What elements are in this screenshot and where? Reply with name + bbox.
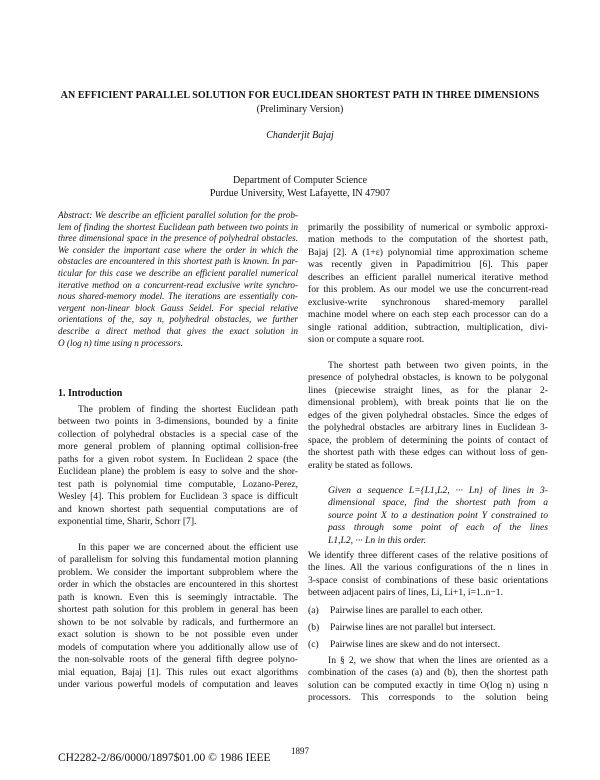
right-paragraph-2 bbox=[308, 360, 548, 472]
text-line: shortest path solution for this problem in general has been bbox=[58, 604, 298, 616]
text-line: combination of the cases (a) and (b), then the shortest path bbox=[308, 667, 548, 679]
paper-subtitle: (Preliminary Version) bbox=[256, 104, 344, 115]
author-affiliation: Purdue University, West Lafayette, IN 47907 bbox=[209, 188, 391, 199]
case-label: (b) bbox=[308, 622, 320, 633]
text-line: path is known. Even this is seemingly intractable. The bbox=[58, 591, 298, 603]
text-line: Abstract: We describe an efficient parallel solution for the prob- bbox=[58, 210, 298, 220]
text-line: describes an efficient parallel numerical iterative method bbox=[308, 271, 548, 283]
text-line: presence of polyhedral obstacles, is known to be polygonal bbox=[308, 372, 548, 384]
text-line: the shortest path with these edges can without loss of gen- bbox=[308, 447, 548, 459]
text-line: L1,L2, ··· Ln in this order. bbox=[328, 534, 427, 546]
text-line: sion or compute a square root. bbox=[308, 334, 425, 346]
text-line: more general problem of planning optimal collision-free bbox=[58, 441, 298, 453]
text-line: The shortest path between two given points, in the bbox=[328, 360, 548, 371]
text-line: paths for a given robot system. In Euclidean 2 space (the bbox=[58, 453, 298, 465]
text-line: the non-solvable roots of the general fifth degree polyno- bbox=[58, 654, 298, 666]
text-line: 3-space consist of combinations of these basic orientations bbox=[308, 574, 548, 586]
text-line: under various powerful models of computation and leaves bbox=[58, 678, 298, 690]
text-line: We identify three different cases of the relative positions of bbox=[308, 550, 548, 561]
text-line: three dimensional space in the presence of polyhedral obstacles. bbox=[58, 233, 298, 244]
text-line: between two points in 3-dimensions, bounded by a finite bbox=[58, 416, 298, 428]
section-heading-introduction: 1. Introduction bbox=[58, 388, 123, 399]
case-label: (a) bbox=[308, 605, 319, 616]
text-line: space, the problem of determining the points of contact of bbox=[308, 434, 548, 446]
text-line: exclusive-write synchronous shared-memory parallel bbox=[308, 296, 548, 308]
text-line: lines (piecewise straight lines, as for the planar 2- bbox=[308, 384, 548, 396]
text-line: O (log n) time using n processors. bbox=[58, 337, 183, 348]
text-line: collection of polyhedral obstacles is a special case of the bbox=[58, 428, 298, 440]
text-line: models of computation where you additionally allow use of bbox=[58, 641, 298, 653]
page-number: 1897 bbox=[291, 746, 309, 756]
text-line: the lines. All the various configurations of the n lines in bbox=[308, 562, 548, 574]
text-line: single rational addition, subtraction, multiplication, divi- bbox=[308, 321, 548, 333]
case-text: Pairwise lines are not parallel but intersect. bbox=[330, 622, 496, 633]
text-line: between adjacent pairs of lines, Li, Li+1, i=1..n−1. bbox=[308, 587, 503, 599]
copyright-line: CH2282-2/86/0000/1897$01.00 © 1986 IEEE bbox=[58, 752, 271, 764]
text-line: Euclidean plane) the problem is easy to solve and the shor- bbox=[58, 466, 298, 478]
intro-paragraph-2 bbox=[58, 542, 298, 691]
case-text: Pairwise lines are parallel to each other. bbox=[330, 605, 483, 616]
text-line: for this problem. As our model we use the concurrent-read bbox=[308, 284, 548, 296]
text-line: pass through some point of each of the lines bbox=[328, 522, 548, 534]
text-line: Wesley [4]. This problem for Euclidean 3 space is difficult bbox=[58, 491, 298, 503]
text-line: lem of finding the shortest Euclidean path between two points in bbox=[58, 221, 298, 232]
paper-title: AN EFFICIENT PARALLEL SOLUTION FOR EUCLIDEAN SHORTEST PATH IN THREE DIMENSIONS bbox=[60, 90, 540, 101]
text-line: erality be stated as follows. bbox=[308, 459, 413, 471]
abstract bbox=[58, 210, 298, 349]
text-line: machine model where on each step each processor can do a bbox=[308, 309, 548, 321]
text-line: exponential time, Sharir, Schorr [7]. bbox=[58, 516, 197, 528]
text-line: processors. This corresponds to the solution being bbox=[308, 692, 548, 704]
text-line: Bajaj [2]. A (1+ε) polynomial time approximation scheme bbox=[308, 246, 548, 258]
text-line: edges of the given polyhedral obstacles. Since the edges of bbox=[308, 409, 548, 421]
text-line: dimensional space, find the shortest path from a bbox=[328, 497, 548, 509]
text-line: dimensional problem), with break points that lie on the bbox=[308, 397, 548, 409]
right-paragraph-1 bbox=[308, 222, 548, 347]
text-line: source point X to a destination point Y constrained to bbox=[328, 509, 548, 521]
author-name: Chanderjit Bajaj bbox=[266, 130, 334, 141]
problem-statement bbox=[328, 485, 548, 547]
text-line: Given a sequence L={L1,L2, ··· Ln} of lines in 3- bbox=[328, 485, 548, 496]
text-line: of parallelism for solving this fundamental motion planning bbox=[58, 554, 298, 566]
text-line: obstacles are encountered in this shortest path is known. In par- bbox=[58, 256, 298, 267]
author-department: Department of Computer Science bbox=[232, 175, 368, 186]
right-paragraph-4 bbox=[308, 655, 548, 705]
case-item-a bbox=[308, 605, 483, 616]
text-line: nous shared-memory model. The iterations are essentially con- bbox=[58, 291, 298, 302]
text-line: In this paper we are concerned about the efficient use bbox=[78, 542, 298, 553]
text-line: shown to be not solvable by radicals, and furthermore an bbox=[58, 616, 298, 628]
text-line: problem. We consider the important subproblem where the bbox=[58, 566, 298, 578]
text-line: and known shortest path sequential computations are of bbox=[58, 503, 298, 515]
text-line: exact solution is shown to be not possible even under bbox=[58, 629, 298, 641]
right-paragraph-3 bbox=[308, 550, 548, 600]
case-label: (c) bbox=[308, 639, 319, 650]
text-line: The problem of finding the shortest Euclidean path bbox=[78, 404, 298, 415]
text-line: primarily the possibility of numerical or symbolic approxi- bbox=[308, 222, 548, 233]
text-line: ticular for this case we describe an efficient parallel numerical bbox=[58, 267, 298, 278]
case-item-b bbox=[308, 622, 495, 633]
text-line: In § 2, we show that when the lines are oriented as a bbox=[328, 655, 548, 666]
text-line: solution can be computed exactly in time O(log n) using n bbox=[308, 679, 548, 691]
text-line: was recently given in Papadimitriou [6]. This paper bbox=[308, 259, 548, 271]
text-line: mial equation, Bajaj [1]. This rules out exact algorithms bbox=[58, 666, 298, 678]
text-line: iterative method on a concurrent-read exclusive write synchro- bbox=[58, 279, 298, 290]
text-line: describe a direct method that gives the exact solution in bbox=[58, 325, 298, 336]
text-line: order in which the obstacles are encountered in this shortest bbox=[58, 579, 298, 591]
text-line: test path is polynomial time computable, Lozano-Perez, bbox=[58, 478, 298, 490]
text-line: vergent non-linear block Gauss Seidel. For special relative bbox=[58, 302, 298, 313]
text-line: orientations of the, say n, polyhedral obstacles, we further bbox=[58, 314, 298, 325]
text-line: We consider the important case where the order in which the bbox=[58, 244, 298, 255]
text-line: mation methods to the computation of the shortest path, bbox=[308, 234, 548, 246]
intro-paragraph-1 bbox=[58, 404, 298, 529]
text-line: the polyhedral obstacles are arbitrary lines in Euclidean 3- bbox=[308, 422, 548, 434]
case-item-c bbox=[308, 639, 500, 650]
case-text: Pairwise lines are skew and do not intersect. bbox=[330, 639, 500, 650]
